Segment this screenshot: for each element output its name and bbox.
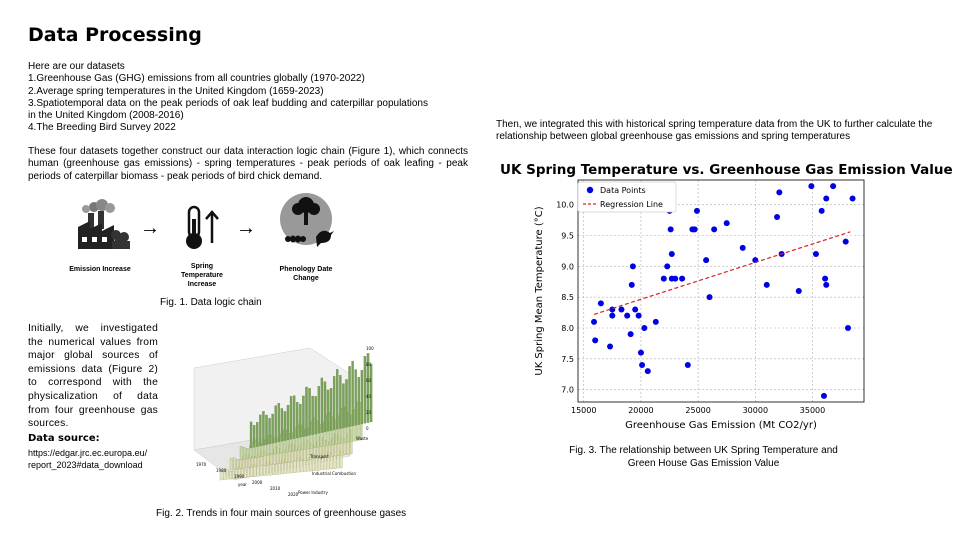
fig2-bar — [263, 466, 265, 476]
data-point — [796, 288, 802, 294]
regression-line — [594, 232, 850, 315]
fig2-bar — [308, 388, 310, 435]
fig2-3d-chart — [190, 330, 390, 500]
data-point — [653, 319, 659, 325]
chart-legend — [578, 182, 676, 212]
fig2-bar — [306, 460, 308, 471]
data-point — [830, 183, 836, 189]
dataset-item-4: 4.The Breeding Bird Survey 2022 — [28, 122, 176, 134]
fig2-bar — [265, 415, 267, 445]
y-tick-label: 8.5 — [561, 293, 574, 303]
dataset-item-3: 3.Spatiotemporal data on the peak periods of oak leaf budding and caterpillar populations in the United Kingdom (2008-2016) — [28, 97, 428, 122]
data-point — [813, 251, 819, 257]
fig2-bar — [358, 377, 360, 425]
y-tick-label: 7.0 — [561, 385, 574, 395]
data-point — [638, 350, 644, 356]
fig2-bar — [259, 415, 261, 446]
fig2-svg — [190, 330, 390, 500]
fig2-year-tick: 1990 — [234, 474, 245, 479]
fig2-bar — [321, 378, 323, 433]
fig2-z-tick: 20 — [366, 410, 372, 415]
data-point — [636, 313, 642, 319]
scatter-chart — [532, 178, 872, 438]
data-point — [598, 300, 604, 306]
fig2-bar — [272, 464, 274, 475]
fig2-bar — [230, 458, 232, 470]
data-point — [628, 331, 634, 337]
fig2-bar — [275, 465, 277, 475]
y-tick-label: 9.0 — [561, 262, 574, 272]
data-point — [692, 226, 698, 232]
chain-step-phenology: Phenology Date Change — [279, 266, 333, 282]
data-source-link[interactable]: https://edgar.jrc.ec.europa.eu/report_2023#data_download — [28, 448, 148, 470]
fig2-bar — [246, 448, 248, 459]
data-point — [630, 263, 636, 269]
data-point — [607, 344, 613, 350]
data-point — [845, 325, 851, 331]
data-point — [668, 226, 674, 232]
data-point — [672, 276, 678, 282]
data-point — [776, 189, 782, 195]
fig2-bar — [260, 467, 262, 476]
fig2-axis-label: Waste — [356, 436, 369, 441]
data-point — [850, 196, 856, 202]
data-point — [632, 307, 638, 313]
fig2-bar — [272, 414, 274, 443]
fig2-bar — [339, 375, 341, 428]
fig2-bar — [268, 418, 270, 444]
fig2-axis-label: Industrial Combustion — [312, 471, 356, 476]
chart-title: UK Spring Temperature vs. Greenhouse Gas Emission Value — [500, 162, 953, 178]
data-point — [821, 393, 827, 399]
fig2-bar — [302, 396, 304, 437]
fig2-axis-label: Transport — [310, 454, 329, 459]
data-point — [707, 294, 713, 300]
fig2-bar — [262, 411, 264, 445]
fig2-bar — [245, 469, 247, 477]
data-point — [764, 282, 770, 288]
fig2-bar — [229, 471, 231, 479]
scatter-svg — [532, 178, 872, 438]
fig2-bar — [318, 386, 320, 433]
fig2-bar — [253, 425, 255, 447]
data-point — [711, 226, 717, 232]
data-point — [591, 319, 597, 325]
fig2-bar — [281, 408, 283, 441]
data-point — [645, 368, 651, 374]
fig2-bar — [334, 456, 336, 469]
data-point — [639, 362, 645, 368]
fig2-bar — [291, 463, 293, 473]
fig2-bar — [299, 404, 301, 437]
fig2-z-tick: 0 — [366, 426, 369, 431]
fig2-bar — [233, 458, 235, 470]
fig2-caption: Fig. 2. Trends in four main sources of greenhouse gases — [156, 508, 407, 519]
y-tick-label: 9.5 — [561, 231, 574, 241]
fig2-year-tick: 1980 — [216, 468, 227, 473]
data-point — [592, 337, 598, 343]
data-point — [823, 282, 829, 288]
logic-chain-figure — [60, 195, 370, 295]
integration-paragraph: Then, we integrated this with historical spring temperature data from the UK to further calculate the relationship between global greenhouse gas emissions and spring temperatures — [496, 119, 933, 143]
fig2-bar — [322, 458, 324, 470]
fig2-year-label: year — [238, 482, 247, 487]
chain-step-emission: Emission Increase — [69, 266, 131, 273]
y-tick-label: 7.5 — [561, 354, 574, 364]
fig2-bar — [248, 469, 250, 478]
fig2-bar — [278, 463, 280, 474]
fig2-bar — [345, 379, 347, 427]
data-point — [685, 362, 691, 368]
fig2-bar — [324, 382, 326, 432]
fig2-bar — [330, 388, 332, 430]
datasets-intro: Here are our datasets — [28, 61, 125, 72]
fig2-bar — [315, 396, 317, 434]
data-point — [624, 313, 630, 319]
fig2-bar — [312, 396, 314, 435]
y-tick-label: 8.0 — [561, 324, 574, 333]
data-point — [641, 325, 647, 331]
factory-icon — [72, 199, 132, 251]
fig2-bar — [288, 462, 290, 474]
data-point — [740, 245, 746, 251]
data-point — [823, 196, 829, 202]
x-axis-label: Greenhouse Gas Emission (Mt CO2/yr) — [625, 420, 817, 431]
fig3-caption: Fig. 3. The relationship between UK Spring Temperature and Green House Gas Emission Value — [569, 445, 838, 469]
legend-marker-points — [587, 187, 593, 193]
fig2-bar — [251, 466, 253, 477]
fig2-bar — [257, 466, 259, 477]
data-point — [703, 257, 709, 263]
fig2-year-tick: 2020 — [288, 492, 299, 497]
logic-chain-paragraph: These four datasets together construct our data interaction logic chain (Figure 1), which connects human (greenhouse gas emissions) - spring temperatures - peak periods of oak leafing - peak periods of caterpillar biomass - peak periods of bird chick demand. — [28, 146, 468, 182]
data-point — [669, 251, 675, 257]
fig1-caption: Fig. 1. Data logic chain — [160, 297, 262, 308]
y-tick-label: 10.0 — [556, 200, 574, 210]
fig2-bar — [256, 422, 258, 446]
fig2-bar — [255, 456, 257, 466]
data-point — [629, 282, 635, 288]
x-tick-label: 20000 — [628, 406, 654, 415]
fig2-bar — [336, 369, 338, 429]
x-tick-label: 15000 — [570, 406, 597, 415]
fig2-bar — [361, 370, 363, 424]
emissions-paragraph: Initially, we investigated the numerical values from major global sources of emissions data (Figure 2) to correspond with the physicalization of data from four greenhouse gas sources. — [28, 323, 158, 430]
fig2-bar — [240, 446, 242, 460]
fig2-bar — [239, 460, 241, 469]
fig2-bar — [243, 447, 245, 459]
data-point — [609, 313, 615, 319]
legend-label-points: Data Points — [600, 186, 646, 195]
fig2-year-tick: 2010 — [270, 486, 281, 491]
tree-caterpillar-bird-icon — [274, 193, 338, 255]
data-source-title: Data source: — [28, 433, 100, 444]
data-point — [808, 183, 814, 189]
fig2-bar — [342, 384, 344, 428]
fig2-bar — [305, 387, 307, 436]
fig2-z-tick: 100 — [366, 346, 374, 351]
fig2-bar — [236, 459, 238, 469]
fig2-bar — [296, 402, 298, 438]
page-title: Data Processing — [28, 24, 202, 46]
fig2-bar — [290, 396, 292, 439]
data-point — [819, 208, 825, 214]
fig2-bar — [309, 458, 311, 472]
fig2-bar — [278, 403, 280, 442]
fig2-bar — [355, 369, 357, 425]
fig2-bar — [337, 455, 339, 468]
fig2-bar — [318, 458, 320, 470]
fig2-bar — [275, 406, 277, 443]
fig2-z-tick: 40 — [366, 394, 372, 399]
x-tick-label: 25000 — [685, 406, 711, 415]
legend-label-line: Regression Line — [600, 200, 663, 209]
data-point — [679, 276, 685, 282]
fig2-z-tick: 60 — [366, 378, 372, 383]
fig2-bar — [250, 422, 252, 448]
fig2-bar — [327, 390, 329, 431]
fig2-year-tick: 1970 — [196, 462, 207, 467]
y-axis-label: UK Spring Mean Temperature (°C) — [534, 206, 545, 376]
fig2-bar — [226, 470, 228, 480]
data-point — [664, 263, 670, 269]
data-point — [774, 214, 780, 220]
dataset-item-1: 1.Greenhouse Gas (GHG) emissions from all countries globally (1970-2022) — [28, 73, 365, 85]
fig2-bar — [287, 405, 289, 440]
thermometer-icon — [180, 205, 226, 251]
chain-step-temperature: Spring Temperature Increase — [181, 263, 223, 288]
fig2-bar — [303, 460, 305, 472]
x-tick-label: 35000 — [799, 406, 826, 415]
dataset-item-2: 2.Average spring temperatures in the United Kingdom (1659-2023) — [28, 85, 324, 97]
data-point — [843, 239, 849, 245]
fig2-year-tick: 2000 — [252, 480, 263, 485]
fig2-z-tick: 80 — [366, 362, 372, 367]
arrow-icon: → — [236, 217, 256, 239]
data-point — [724, 220, 730, 226]
fig2-bar — [348, 366, 350, 426]
arrow-icon: → — [140, 217, 160, 239]
fig2-bar — [294, 460, 296, 472]
data-point — [694, 208, 700, 214]
fig2-bar — [352, 361, 354, 426]
fig2-bar — [284, 411, 286, 440]
fig2-bar — [293, 396, 295, 439]
fig2-axis-label: Power Industry — [298, 490, 328, 495]
data-point — [618, 307, 624, 313]
datasets-section — [28, 61, 478, 135]
fig2-bar — [333, 376, 335, 430]
data-point — [661, 276, 667, 282]
x-tick-label: 30000 — [742, 406, 769, 415]
data-point — [822, 276, 828, 282]
